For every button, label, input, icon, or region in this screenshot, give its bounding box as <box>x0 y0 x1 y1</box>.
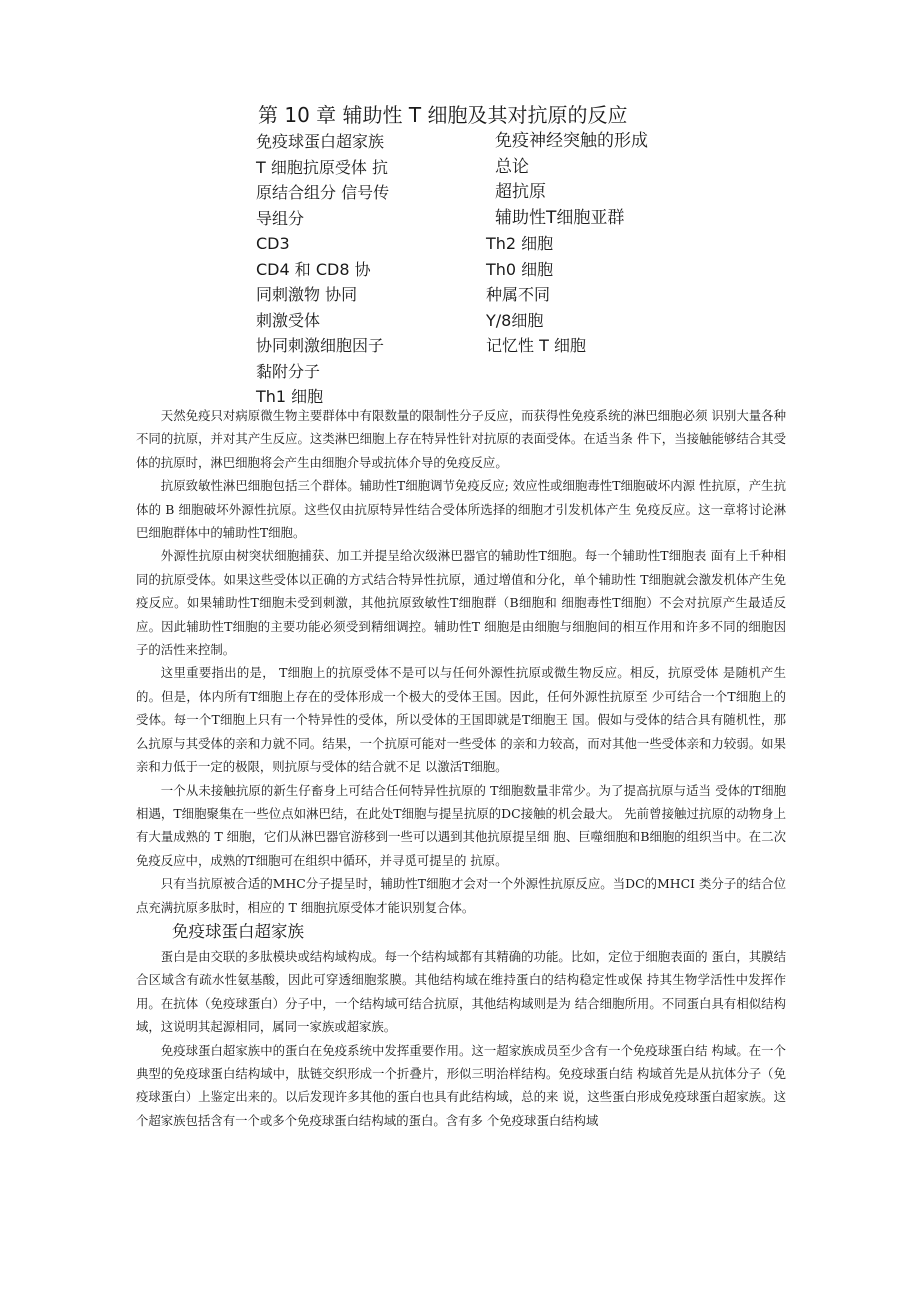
keyword-list-right-bottom <box>486 231 586 359</box>
keyword-item: 辅助性T细胞亚群 <box>495 207 625 228</box>
keyword-item: 种属不同 <box>486 285 551 304</box>
paragraph: 免疫球蛋白超家族中的蛋白在免疫系统中发挥重要作用。这一超家族成员至少含有一个免疫球蛋白结 构域。在一个典型的免疫球蛋白结构域中，肽链交织形成一个折叠片，形似三明治样结构。免疫球蛋白结 构域首先是从抗体分子（免疫球蛋白）上鉴定出来的。以后发现许多其他的蛋白也具有此结构域，总的来 说，这些蛋白形成免疫球蛋白超家族。这个超家族包括含有一个或多个免疫球蛋白结构域的蛋白。含有多 个免疫球蛋白结构域 <box>136 1042 786 1128</box>
keyword-item: Y/8细胞 <box>486 310 544 330</box>
keyword-item: 原结合组分 信号传 <box>256 183 390 202</box>
keyword-item: 总论 <box>495 156 529 177</box>
keyword-item: 超抗原 <box>495 182 546 202</box>
paragraph: 只有当抗原被合适的MHC分子提呈时，辅助性T细胞才会对一个外源性抗原反应。当DC的MHCI 类分子的结合位点充满抗原多肽时，相应的 T 细胞抗原受体才能识别复合体。 <box>136 876 786 915</box>
paragraph: 一个从未接触抗原的新生仔畜身上可结合任何特异性抗原的 T细胞数量非常少。为了提高抗原与适当 受体的T细胞相遇，T细胞聚集在一些位点如淋巴结，在此处T细胞与提呈抗原的DC接触的机会最大。 先前曾接触过抗原的动物身上有大量成熟的 T 细胞，它们从淋巴器官游移到一些可以遇到其他抗原提呈细 胞、巨噬细胞和B细胞的组织当中。在二次免疫反应中，成熟的T细胞可在组织中循环，并寻觅可提呈的 抗原。 <box>136 782 786 868</box>
section-heading: 免疫球蛋白超家族 <box>172 921 304 941</box>
paragraph: 外源性抗原由树突状细胞捕获、加工并提呈给次级淋巴器官的辅助性T细胞。每一个辅助性T细胞表 面有上千种相同的抗原受体。如果这些受体以正确的方式结合特异性抗原，通过增值和分化，单个辅助性 T细胞就会激发机体产生免疫反应。如果辅助性T细胞未受到刺激，其他抗原致敏性T细胞群（B细胞和 细胞毒性T细胞）不会对抗原产生最适反应。因此辅助性T细胞的主要功能必须受到精细调控。辅助性T 细胞是由细胞与细胞间的相互作用和许多不同的细胞因子的活性来控制。 <box>136 548 786 658</box>
keyword-item: 导组分 <box>256 208 305 228</box>
keyword-list-right-top <box>495 129 648 231</box>
keyword-item: 记忆性 T 细胞 <box>486 336 586 355</box>
chapter-title: 第 10 章 辅助性 T 细胞及其对抗原的反应 <box>258 103 628 127</box>
keyword-list-left <box>256 129 389 410</box>
keyword-item: 协同刺激细胞因子 <box>256 336 385 355</box>
paragraph: 这里重要指出的是， T细胞上的抗原受体不是可以与任何外源性抗原或微生物反应。相反，抗原受体 是随机产生的。但是，体内所有T细胞上存在的受体形成一个极大的受体王国。因此，任何外源性抗原至 少可结合一个T细胞上的受体。每一个T细胞上只有一个特异性的受体，所以受体的王国即就是T细胞王 国。假如与受体的结合具有随机性，那么抗原与其受体的亲和力就不同。结果，一个抗原可能对一些受体 的亲和力较高，而对其他一些受体亲和力较弱。如果亲和力低于一定的极限，则抗原与受体的结合就不足 以激活T细胞。 <box>136 665 786 775</box>
keyword-item: 同刺激物 协同 <box>256 285 358 304</box>
keyword-item: 免疫神经突触的形成 <box>495 131 648 151</box>
keyword-item: T 细胞抗原受体 抗 <box>256 157 388 177</box>
paragraph: 蛋白是由交联的多肽模块或结构域构成。每一个结构域都有其精确的功能。比如，定位于细胞表面的 蛋白，其膜结合区域含有疏水性氨基酸，因此可穿透细胞浆膜。其他结构域在维持蛋白的结构稳定性或保 持其生物学活性中发挥作用。在抗体（免疫球蛋白）分子中，一个结构域可结合抗原，其他结构域则是为 结合细胞所用。不同蛋白具有相似结构域，这说明其起源相同，属同一家族或超家族。 <box>136 948 786 1035</box>
keyword-item: Th2 细胞 <box>486 234 554 253</box>
keyword-item: Th0 细胞 <box>486 259 554 279</box>
keyword-item: 免疫球蛋白超家族 <box>256 132 385 151</box>
paragraph: 抗原致敏性淋巴细胞包括三个群体。辅助性T细胞调节免疫反应; 效应性或细胞毒性T细胞破坏内源 性抗原，产生抗体的 B 细胞破坏外源性抗原。这些仅由抗原特异性结合受体所选择的细胞才引发机体产生 免疫反应。这一章将讨论淋巴细胞群体中的辅助性T细胞。 <box>136 478 786 541</box>
keyword-item: CD4 和 CD8 协 <box>256 259 371 279</box>
body-text <box>136 404 786 1132</box>
keyword-item: 刺激受体 <box>256 310 321 330</box>
paragraph: 天然免疫只对病原微生物主要群体中有限数量的限制性分子反应，而获得性免疫系统的淋巴细胞必须 识别大量各种不同的抗原，并对其产生反应。这类淋巴细胞上存在特异性针对抗原的表面受体。在适当条 件下，当接触能够结合其受体的抗原时，淋巴细胞将会产生由细胞介导或抗体介导的免疫反应。 <box>136 408 786 470</box>
keyword-item: CD3 <box>256 234 290 253</box>
keyword-item: Th1 细胞 <box>256 387 324 406</box>
keyword-item: 黏附分子 <box>256 361 321 381</box>
